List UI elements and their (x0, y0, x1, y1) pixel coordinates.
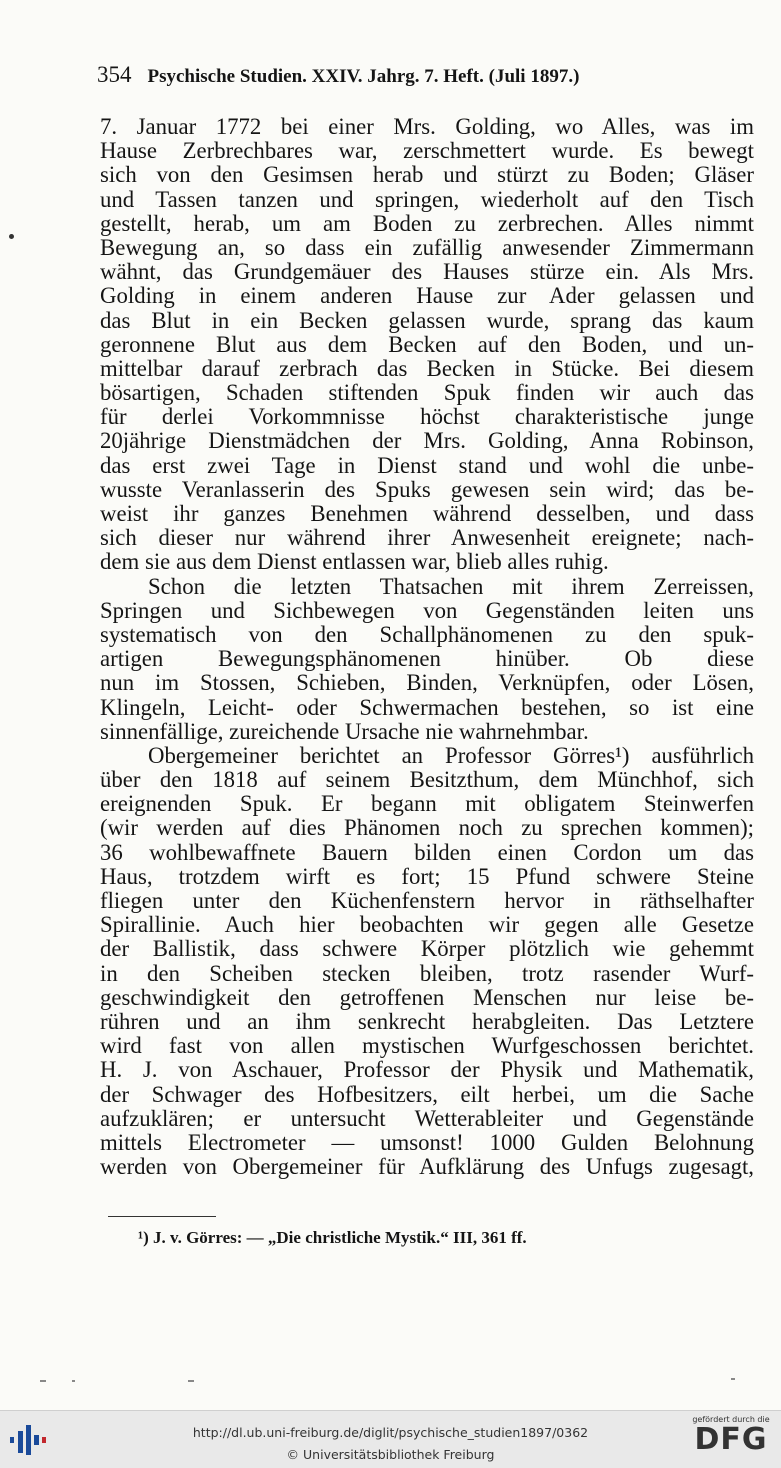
text-line: Springen und Sichbewegen von Gegenständen leiten uns (100, 598, 754, 623)
text-line: 36 wohlbewaffnete Bauern bilden einen Cordon um das (100, 840, 754, 865)
text-line: wusste Veranlasserin des Spuks gewesen sein wird; das be- (100, 477, 754, 502)
page-number: 354 (97, 62, 132, 87)
text-line: Bewegung an, so dass ein zufällig anwesender Zimmermann (100, 235, 754, 260)
text-line: Hause Zerbrechbares war, zerschmettert wurde. Es bewegt (100, 139, 754, 164)
text-line: dem sie aus dem Dienst entlassen war, blieb alles ruhig. (100, 550, 609, 575)
text-line: rühren und an ihm senkrecht herabgleiten. Das Letztere (100, 1009, 754, 1034)
text-line: mittels Electrometer — umsonst! 1000 Gulden Belohnung (100, 1130, 754, 1155)
text-line: aufzuklären; er untersucht Wetterableiter und Gegenstände (100, 1106, 754, 1131)
text-line: für derlei Vorkommnisse höchst charakteristische junge (100, 405, 754, 430)
footnote-separator (108, 1216, 216, 1217)
text-line: bösartigen, Schaden stiftenden Spuk finden wir auch das (100, 381, 754, 406)
text-line: Schon die letzten Thatsachen mit ihrem Zerreissen, (148, 574, 754, 599)
text-line: gestellt, herab, um am Boden zu zerbrechen. Alles nimmt (100, 211, 754, 236)
scan-mark (72, 1380, 75, 1382)
text-line: wähnt, das Grundgemäuer des Hauses stürze ein. Als Mrs. (100, 260, 754, 285)
text-line: sinnenfällige, zureichende Ursache nie wahrnehmbar. (100, 719, 589, 744)
text-line: geronnene Blut aus dem Becken auf den Boden, und un- (100, 332, 754, 357)
copyright-text: © Universitätsbibliothek Freiburg (286, 1447, 495, 1462)
text-line: und Tassen tanzen und springen, wiederholt auf den Tisch (100, 187, 754, 212)
text-line: Golding in einem anderen Hause zur Ader gelassen und (100, 284, 754, 309)
text-line: das Blut in ein Becken gelassen wurde, sprang das kaum (100, 308, 754, 333)
text-line: Spirallinie. Auch hier beobachten wir gegen alle Gesetze (100, 913, 754, 938)
text-line: über den 1818 auf seinem Besitzthum, dem Münchhof, sich (100, 768, 754, 793)
text-line: geschwindigkeit den getroffenen Menschen nur leise be- (100, 985, 754, 1010)
source-url-link[interactable]: http://dl.ub.uni-freiburg.de/diglit/psychische_studien1897/0362 (192, 1425, 589, 1440)
text-line: der Ballistik, dass schwere Körper plötzlich wie gehemmt (100, 937, 754, 962)
text-line: weist ihr ganzes Benehmen während desselben, und dass (100, 502, 754, 526)
text-line: Haus, trotzdem wirft es fort; 15 Pfund schwere Steine (100, 864, 754, 889)
text-line: das erst zwei Tage in Dienst stand und wohl die unbe- (100, 453, 754, 478)
text-line: der Schwager des Hofbesitzers, eilt herbei, um die Sache (100, 1082, 754, 1107)
footer-bar (0, 1410, 781, 1468)
dfg-logo-text: DFG (694, 1422, 768, 1457)
running-head (97, 62, 707, 92)
margin-mark (9, 234, 14, 239)
text-line: Klingeln, Leicht- oder Schwermachen bestehen, so ist eine (100, 695, 754, 720)
text-line: systematisch von den Schallphänomenen zu den spuk- (100, 622, 754, 647)
text-line: sich von den Gesimsen herab und stürzt zu Boden; Gläser (100, 163, 754, 188)
scan-mark (188, 1380, 194, 1382)
text-line: ereignenden Spuk. Er begann mit obligatem Steinwerfen (100, 792, 754, 817)
text-line: (wir werden auf dies Phänomen noch zu sprechen kommen); (100, 816, 754, 841)
text-line: mittelbar darauf zerbrach das Becken in Stücke. Bei diesem (100, 356, 754, 381)
text-line: Obergemeiner berichtet an Professor Görres¹) ausführlich (148, 743, 754, 768)
text-line: 7. Januar 1772 bei einer Mrs. Golding, wo Alles, was im (100, 115, 754, 139)
scan-mark (731, 1378, 735, 1380)
text-line: fliegen unter den Küchenfenstern hervor in räthselhafter (100, 889, 754, 913)
footnote: ¹) J. v. Görres: — „Die christliche Mystik.“ III, 361 ff. (138, 1228, 527, 1247)
scan-mark (40, 1380, 46, 1382)
text-line: 20jährige Dienstmädchen der Mrs. Golding, Anna Robinson, (100, 429, 754, 454)
running-title: Psychische Studien. XXIV. Jahrg. 7. Heft. (Juli 1897.) (147, 66, 580, 87)
text-line: sich dieser nur während ihrer Anwesenheit ereignete; nach- (100, 526, 754, 551)
text-line: nun im Stossen, Schieben, Binden, Verknüpfen, oder Lösen, (100, 671, 754, 696)
dfg-logo (689, 1415, 773, 1456)
body-text (100, 115, 754, 1179)
text-line: in den Scheiben stecken bleiben, trotz rasender Wurf- (100, 961, 754, 986)
text-line: wird fast von allen mystischen Wurfgeschossen berichtet. (100, 1034, 754, 1059)
text-line: artigen Bewegungsphänomenen hinüber. Ob diese (100, 647, 754, 672)
text-line: H. J. von Aschauer, Professor der Physik und Mathematik, (100, 1058, 754, 1083)
dfg-caption: gefördert durch die (692, 1415, 770, 1424)
text-line: werden von Obergemeiner für Aufklärung des Unfugs zugesagt, (100, 1155, 754, 1180)
